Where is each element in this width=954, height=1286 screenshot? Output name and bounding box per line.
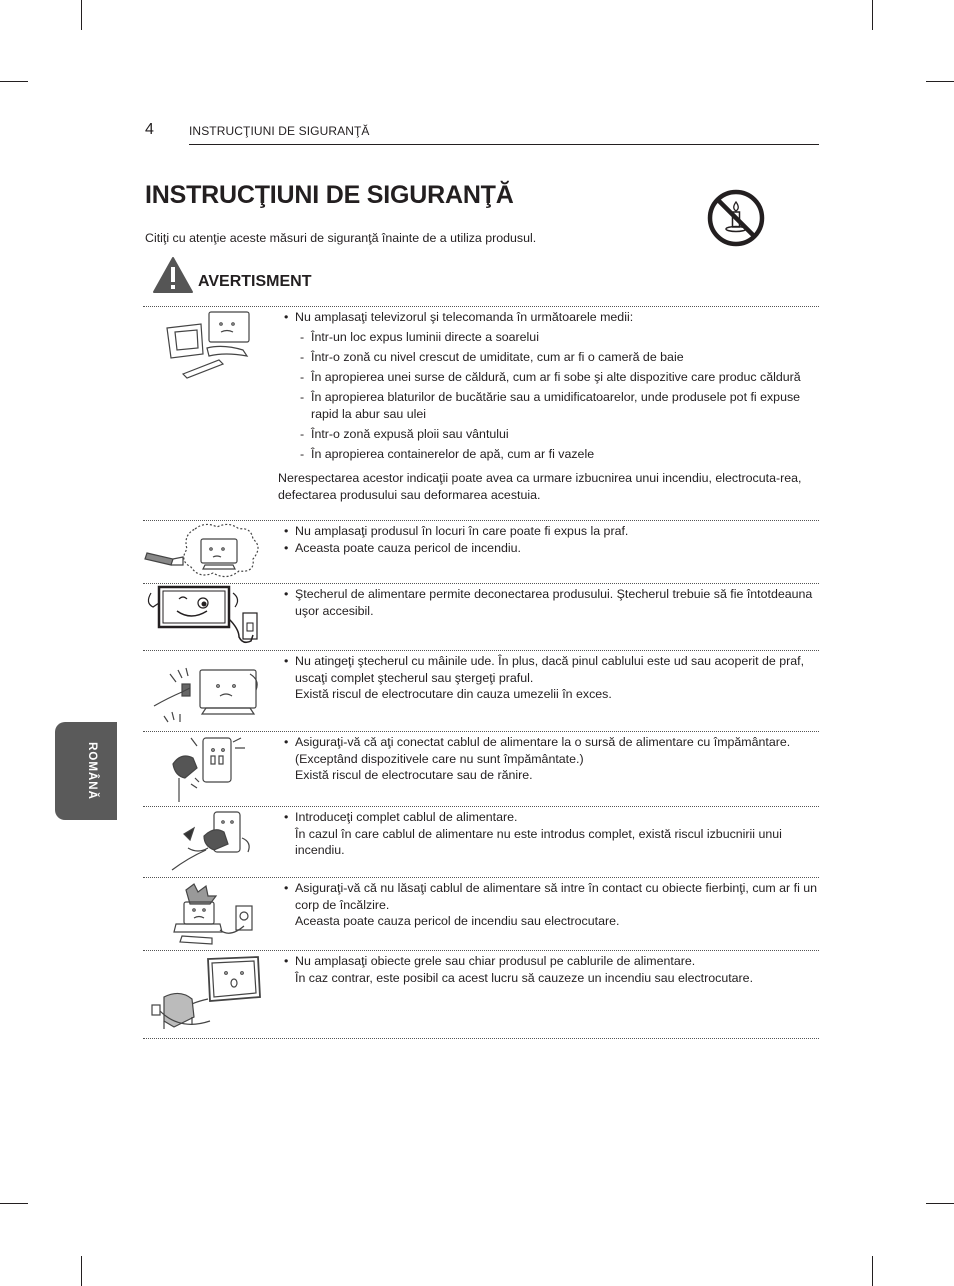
row-divider [143,650,819,651]
sub-item: - Într-un loc expus luminii directe a soarelui [278,329,818,346]
crop-mark [926,1203,954,1204]
wet-hands-plug-illustration [150,656,266,726]
bullet-extra: Există riscul de electrocutare din cauza umezelii în exces. [295,687,612,701]
safety-item-7 [278,880,818,930]
safety-item-4 [278,653,818,703]
row-divider [143,306,819,307]
crop-mark [81,0,82,30]
bullet-text: • Nu amplasaţi televizorul şi telecomanda în următoarele medii: [278,309,818,326]
safety-item-5 [278,734,818,784]
safety-item-3 [278,586,818,619]
row-divider [143,950,819,951]
sub-item: - Într-o zonă expusă ploii sau vântului [278,426,818,443]
no-open-flame-icon [706,188,766,248]
sub-item: - Într-o zonă cu nivel crescut de umiditate, cum ar fi o cameră de baie [278,349,818,366]
crop-mark [81,1256,82,1286]
crop-mark [0,1203,28,1204]
bullet-text: • Asiguraţi-vă că nu lăsaţi cablul de alimentare să intre în contact cu obiecte fierbinţi, cum ar fi un corp de încălzire. [278,880,818,913]
tv-dust-illustration [143,521,271,583]
hot-object-cable-illustration [166,880,266,946]
grounded-outlet-illustration [163,734,253,804]
language-tab-label: ROMÂNĂ [86,742,98,800]
bullet-text: • Introduceţi complet cablul de alimentare. [278,809,818,826]
bullet-text: • Asiguraţi-vă că aţi conectat cablul de alimentare la o sursă de alimentare cu împământare. (Exceptând dispozitivele care nu sunt împământate.) [278,734,818,767]
crop-mark [872,0,873,30]
crop-mark [872,1256,873,1286]
intro-text: Citiţi cu atenţie aceste măsuri de siguranţă înainte de a utiliza produsul. [145,231,537,245]
sub-item: - În apropierea blaturilor de bucătărie sau a umidificatoarelor, unde produsele pot fi expuse rapid la abur sau ulei [278,389,818,422]
bullet-extra: Aceasta poate cauza pericol de incendiu sau electrocutare. [295,914,620,928]
warning-label: AVERTISMENT [198,273,312,290]
row-divider [143,877,819,878]
warning-triangle-icon [152,256,194,294]
bullet-extra: În cazul în care cablul de alimentare nu este introdus complet, există riscul izbucnirii unui incendiu. [295,826,782,857]
crop-mark [0,81,28,82]
bullet-extra: Există riscul de electrocutare sau de rănire. [295,768,533,782]
accessible-plug-illustration [143,585,271,649]
safety-item-2 [278,523,818,556]
running-header: INSTRUCŢIUNI DE SIGURANŢĂ [189,124,370,138]
bullet-extra: În caz contrar, este posibil ca acest lucru să cauzeze un incendiu sau electrocutare. [295,970,754,985]
bullet-text: • Ştecherul de alimentare permite deconectarea produsului. Ştecherul trebuie să fie întotdeauna uşor accesibil. [278,586,818,619]
bullet-extra: • Aceasta poate cauza pericol de incendiu. [278,540,818,557]
consequence-note: Nerespectarea acestor indicaţii poate avea ca urmare izbucnirea unui incendiu, electrocuta-rea, defectarea produsului sau deformarea acestuia. [278,471,802,502]
safety-item-6 [278,809,818,859]
bullet-text: • Nu amplasaţi produsul în locuri în care poate fi expus la praf. [278,523,818,540]
tv-in-sun-illustration [163,308,263,380]
header-rule [189,144,819,145]
row-divider [143,583,819,584]
row-divider [143,1038,819,1039]
insert-plug-illustration [168,810,268,876]
page-title: INSTRUCŢIUNI DE SIGURANŢĂ [145,181,514,209]
bullet-text: • Nu atingeţi ştecherul cu mâinile ude. În plus, dacă pinul cablului este ud sau acoperit de praf, uscaţi complet ştecherul sau ştergeţi praful. [278,653,818,686]
row-divider [143,806,819,807]
row-divider [143,731,819,732]
safety-item-1 [278,309,818,503]
crop-mark [926,81,954,82]
sub-item: - În apropierea containerelor de apă, cum ar fi vazele [278,446,818,463]
heavy-object-on-cable-illustration [150,955,270,1035]
page-number: 4 [145,121,154,138]
bullet-text: • Nu amplasaţi obiecte grele sau chiar produsul pe cablurile de alimentare. [278,953,818,970]
sub-item: - În apropierea unei surse de căldură, cum ar fi sobe şi alte dispozitive care produc căldură [278,369,818,386]
safety-item-8 [278,953,818,986]
